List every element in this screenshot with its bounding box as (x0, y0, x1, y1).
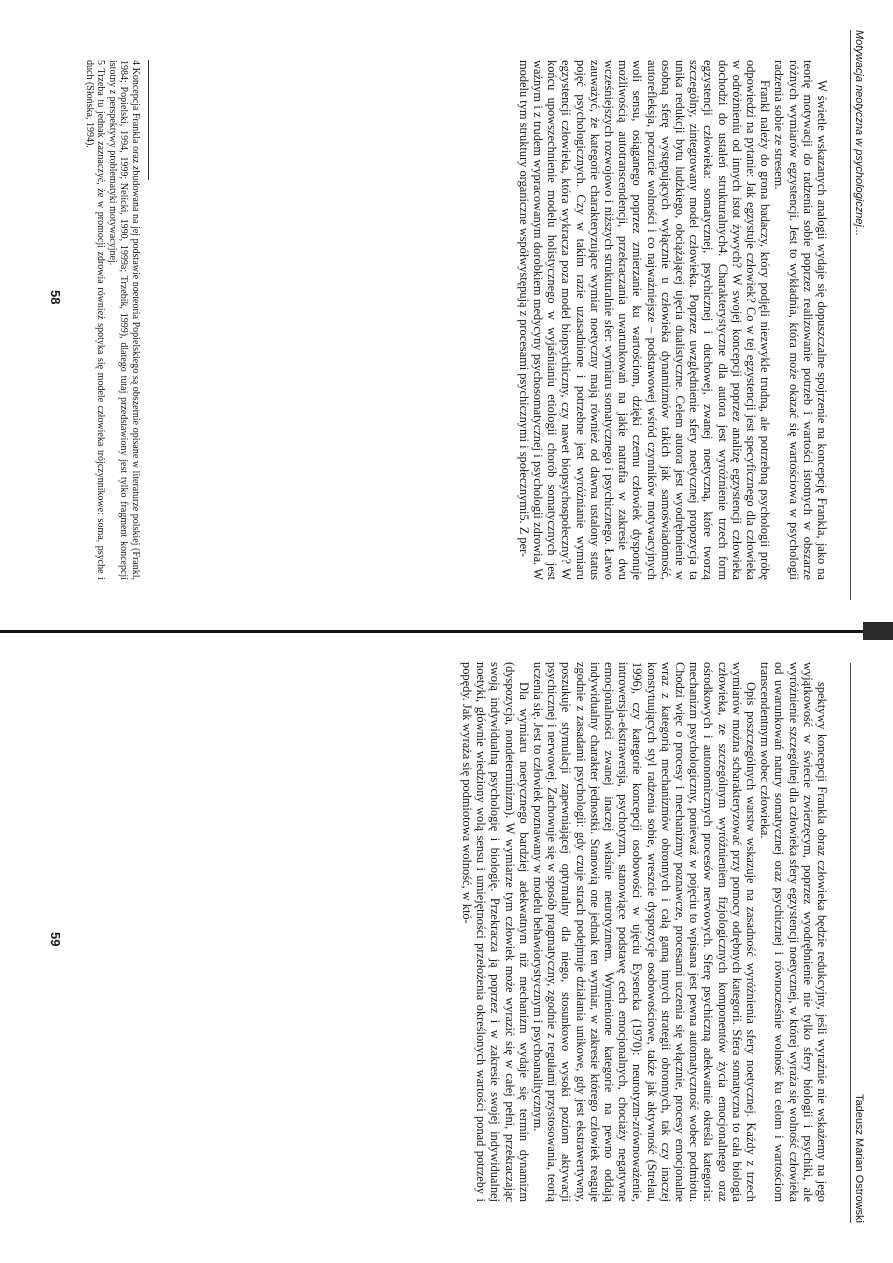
page-number-right: 59 (48, 932, 63, 947)
right-body-text (460, 662, 829, 1202)
left-body-text (517, 60, 829, 580)
paragraph: Opis poszczególnych warstw wskazuje na zasadność wyróżnienia sfery noetycznej. Każdy z trzech wymiarów można scharakteryzować przy pomocy odrębnych kategorii. Sfera somatyczna to cała biologia człowieka, ze szczególnym wyróżnieniem fizjologicznych komponentów życia emocjonalnego oraz ośrodkowych i autonomicznych procesów nerwowych. Sferę psychiczną adekwatnie określa kategoria: mechanizm psychologiczny, ponieważ w pojęciu to wpisana jest pewna automatyczność wobec podmiotu. Chodzi więc o procesy i mechanizmy poznawcze, procesami uczenia się włącznie, procesy emocjonalne wraz z kategorią mechanizmów obronnych i całą gamą innych strategii obronnych, tak czy inaczej konstytuujących styl radzenia sobie, wreszcie dyspozycje osobowościowe, także jak aktywność (Strelau, 1996), czy kategorie koncepcji osobowości w ujęciu Eysencka (1970): neurotyzm-zrównoważenie, introwersja-ekstrawersja, psychotyzm, stanowiące podstawę cech emocjonalnych, chociaży negatywne emocjonalności zwanej inaczej właśnie neurotyzmem. Wymienione kategorie na pewno oddają indywidualny charakter jednostki. Stanowią one jednak ten wymiar, w zakresie którego człowiek reaguje zgodnie z zasadami psychologii: gdy czuje strach podejmuje działania unikowe, gdy jest ekstrawertywny, poszukuje stymulacji zapewniającej optymalny dla niego, stosunkowo wysoki poziom aktywacji psychicznej i nerwowej. Zachowuje się w sposób pragmatyczny, zgodnie z regułami przystosowania, teorią uczenia się. Jest to człowiek poznawany w modelu behawiorystycznym i psychoanalitycznym. (530, 662, 758, 1202)
paragraph: Dla wymiaru noetycznego bardziej adekwatnym niż mechanizm wydaje się termin dynamizm (dyspozycja, nondeterminizm). W wymiarze tym człowiek może wyrazić się w całej pełni, przekraczając swoją indywidualną psychologię i biologię. Przekracza ją poprzez i w zakresie swojej indywidualnej noetyki, głównie wiedziony wolą sensu i umiejętności przełożenia określonych wartości ponad potrzeby i popędy. Jak wyraża się podmiotowa wolność, w któ- (459, 662, 531, 1202)
footnotes (84, 60, 142, 580)
paragraph: W świetle wskazanych analogii wydaje się dopuszczalne spojrzenie na koncepcję Frankla, jako na teorię motywacji do radzenia sobie poprzez realizowanie potrzeb i wartości istotnych w obszarze różnych wymiarów egzystencji. Jest to wykładnia, która może okazać się wartościowa w psychologii radzenia sobie ze stresem. (772, 60, 829, 580)
footnote-divider (148, 60, 149, 180)
page-number-left: 58 (48, 290, 63, 305)
paragraph: Frankl należy do grona badaczy, który podjęli niezwykle trudną, ale potrzebną psychologii próbę odpowiedzi na pytanie: Jak egzystuje człowiek? Co w tej egzystencji jest specyficznego dla człowieka w odróżnieniu od innych istot żywych? W swojej koncepcji poprzez analizę egzystencji człowieka dochodzi do ustaleń strukturalnych4. Charakterystyczne dla autora jest wyróżnienie trzech form egzystencji człowieka: somatycznej, psychicznej i duchowej, zwanej noetyczną, które tworzą szczególny, zintegrowany model człowieka. Poprzez uwzględnienie sfery noetycznej propozycja ta unika redukcji bytu ludzkiego, obciążającej ujęcia dualistyczne. Celem autora jest wyodrębnienie w osobną sferę występujących wyłącznie u człowieka dynamizmów takich jak samoświadomość, autorefleksja, poczucie wolności i co najważniejsze – podstawowej wśród czynników motywacyjnych woli sensu, osiąganego poprzez zmierzanie ku wartościom, dzięki czemu człowiek dysponuje możliwością autotranscendencji, przekraczania uwarunkowań na jakie natrafia w zakresie dwu wcześniejszych rozwojowo i niższych strukturalnie sfer: wymiaru somatycznego i psychicznego. Łatwo zauważyć, że kategorie charakteryzujące wymiar noetyczny mają również od dawna ustalony status pojęć psychologicznych. Czy w takim razie uzasadnione i potrzebne jest wyróżnianie wymiaru egzystencji człowieka, która wykracza poza model biopsychiczny, czy nawet biopsychospołeczny? W końcu upowszechnienie modelu holistycznego w wyjaśnianiu etiologii chorób somatycznych jest ważnym i z trudem wypracowanym dorobkiem medycyny psychosomatycznej i psychologii zdrowia. W modelu tym struktury organiczne współwystępują z procesami psychicznymi i społecznymi5. Z per- (516, 60, 773, 580)
paragraph: spektywy koncepcji Frankla obraz człowieka będzie redukcyjny, jeśli wyraźnie nie wskażemy na jego wyjątkowość w świecie zwierzęcym, poprzez wyodrębnienie nie tylko sfery biologii i psychiki, ale wyróżnienie szczególnej dla człowieka sfery egzystencji noetycznej, w której wyraża się wolność człowieka od uwarunkowań natury somatycznej oraz psychicznej i równocześnie wolność ku celom i wartościom transcendentnym wobec człowieka. (758, 662, 829, 1202)
running-head-left: Motywacja neotyczna w psychologicznej... (850, 30, 865, 600)
footnote: 4 Koncepcja Frankla oraz zbudowana na jej podstawie noeteoria Popielskiego są obszernie opisane w literaturze polskiej (Frankl, 1984; Popielski, 1994, 1999; Nelicki, 1990, 1999a; Trzebik, 1999), dlatego tutaj przedstawiony jest tylko fragment koncepcji istotny z perspektywy problematyki motywacyjnej. (107, 60, 141, 580)
right-page (0, 632, 893, 1263)
running-head-right: Tadeusz Marian Ostrowski (850, 663, 865, 1223)
left-page (0, 0, 893, 631)
footnote: 5 Trzeba tu jednak zaznaczyć, że w promocji zdrowia również spotyka się modele człowieka trójczynnikowe: soma, psyche i duch (Słońska, 1994). (84, 60, 107, 580)
